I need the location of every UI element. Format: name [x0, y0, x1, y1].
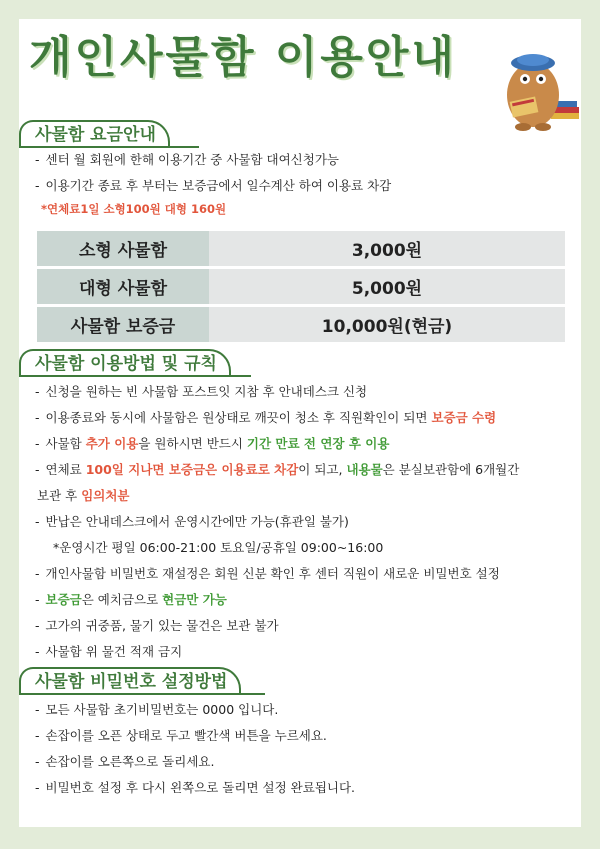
list-item: - 고가의 귀중품, 물기 있는 물건은 보관 불가 — [35, 618, 279, 633]
fee-table — [37, 228, 565, 342]
list-item: - 센터 월 회원에 한해 이용기간 중 사물함 대여신청가능 — [35, 152, 339, 167]
fee-info-list — [35, 147, 571, 199]
rules-list — [35, 379, 571, 665]
list-item: 보관 후 임의처분 — [37, 488, 130, 503]
list-item: - 사물함 추가 이용을 원하시면 반드시 기간 만료 전 연장 후 이용 — [35, 436, 390, 451]
section-title: 사물함 비밀번호 설정방법 — [19, 667, 241, 695]
center-logo-icon — [202, 794, 250, 818]
operating-hours: *운영시간 평일 06:00-21:00 토요일/공휴일 09:00~16:00 — [53, 540, 384, 555]
section-header-password — [19, 667, 265, 693]
list-item: - 연체료 100일 지나면 보증금은 이용료로 차감이 되고, 내용물은 분실보관함에 6개월간 — [35, 462, 520, 477]
fee-value: 5,000원 — [209, 268, 565, 306]
late-fee-note: *연체료1일 소형100원 대형 160원 — [41, 202, 227, 216]
section-title: 사물함 요금안내 — [19, 120, 170, 148]
section-title: 사물함 이용방법 및 규칙 — [19, 349, 231, 377]
table-row — [37, 268, 565, 306]
list-item: - 신청을 원하는 빈 사물함 포스트잇 지참 후 안내데스크 신청 — [35, 384, 368, 399]
list-item: - 손잡이를 오픈 상태로 두고 빨간색 버튼을 누르세요. — [35, 728, 327, 743]
fee-label: 사물함 보증금 — [37, 306, 209, 343]
list-item: - 보증금은 예치금으로 현금만 가능 — [35, 592, 227, 607]
list-item: - 손잡이를 오른쪽으로 돌리세요. — [35, 754, 215, 769]
section-header-fees — [19, 120, 199, 146]
list-item: - 개인사물함 비밀번호 재설정은 회원 신분 확인 후 센터 직원이 새로운 비밀번호 설정 — [35, 566, 500, 581]
fee-value: 3,000원 — [209, 230, 565, 268]
page-title: 개인사물함 이용안내 — [29, 32, 457, 83]
fee-label: 소형 사물함 — [37, 230, 209, 268]
footer — [202, 794, 402, 818]
reading-character-icon — [497, 41, 581, 133]
password-steps-list — [35, 697, 571, 801]
organization-name: 수영구민체육센터 — [254, 798, 355, 813]
fee-value: 10,000원(현금) — [209, 306, 565, 343]
section-header-rules — [19, 349, 251, 375]
list-item: - 비밀번호 설정 후 다시 왼쪽으로 돌리면 설정 완료됩니다. — [35, 780, 356, 795]
table-row — [37, 230, 565, 268]
list-item: - 이용기간 종료 후 부터는 보증금에서 일수계산 하여 이용료 차감 — [35, 178, 392, 193]
fee-label: 대형 사물함 — [37, 268, 209, 306]
list-item: - 이용종료와 동시에 사물함은 원상태로 깨끗이 청소 후 직원확인이 되면 보증금 수령 — [35, 410, 497, 425]
table-row — [37, 306, 565, 343]
notice-sheet — [19, 19, 581, 827]
list-item: - 사물함 위 물건 적재 금지 — [35, 644, 183, 659]
list-item: - 모든 사물함 초기비밀번호는 0000 입니다. — [35, 702, 279, 717]
list-item: - 반납은 안내데스크에서 운영시간에만 가능(휴관일 불가) — [35, 514, 349, 529]
